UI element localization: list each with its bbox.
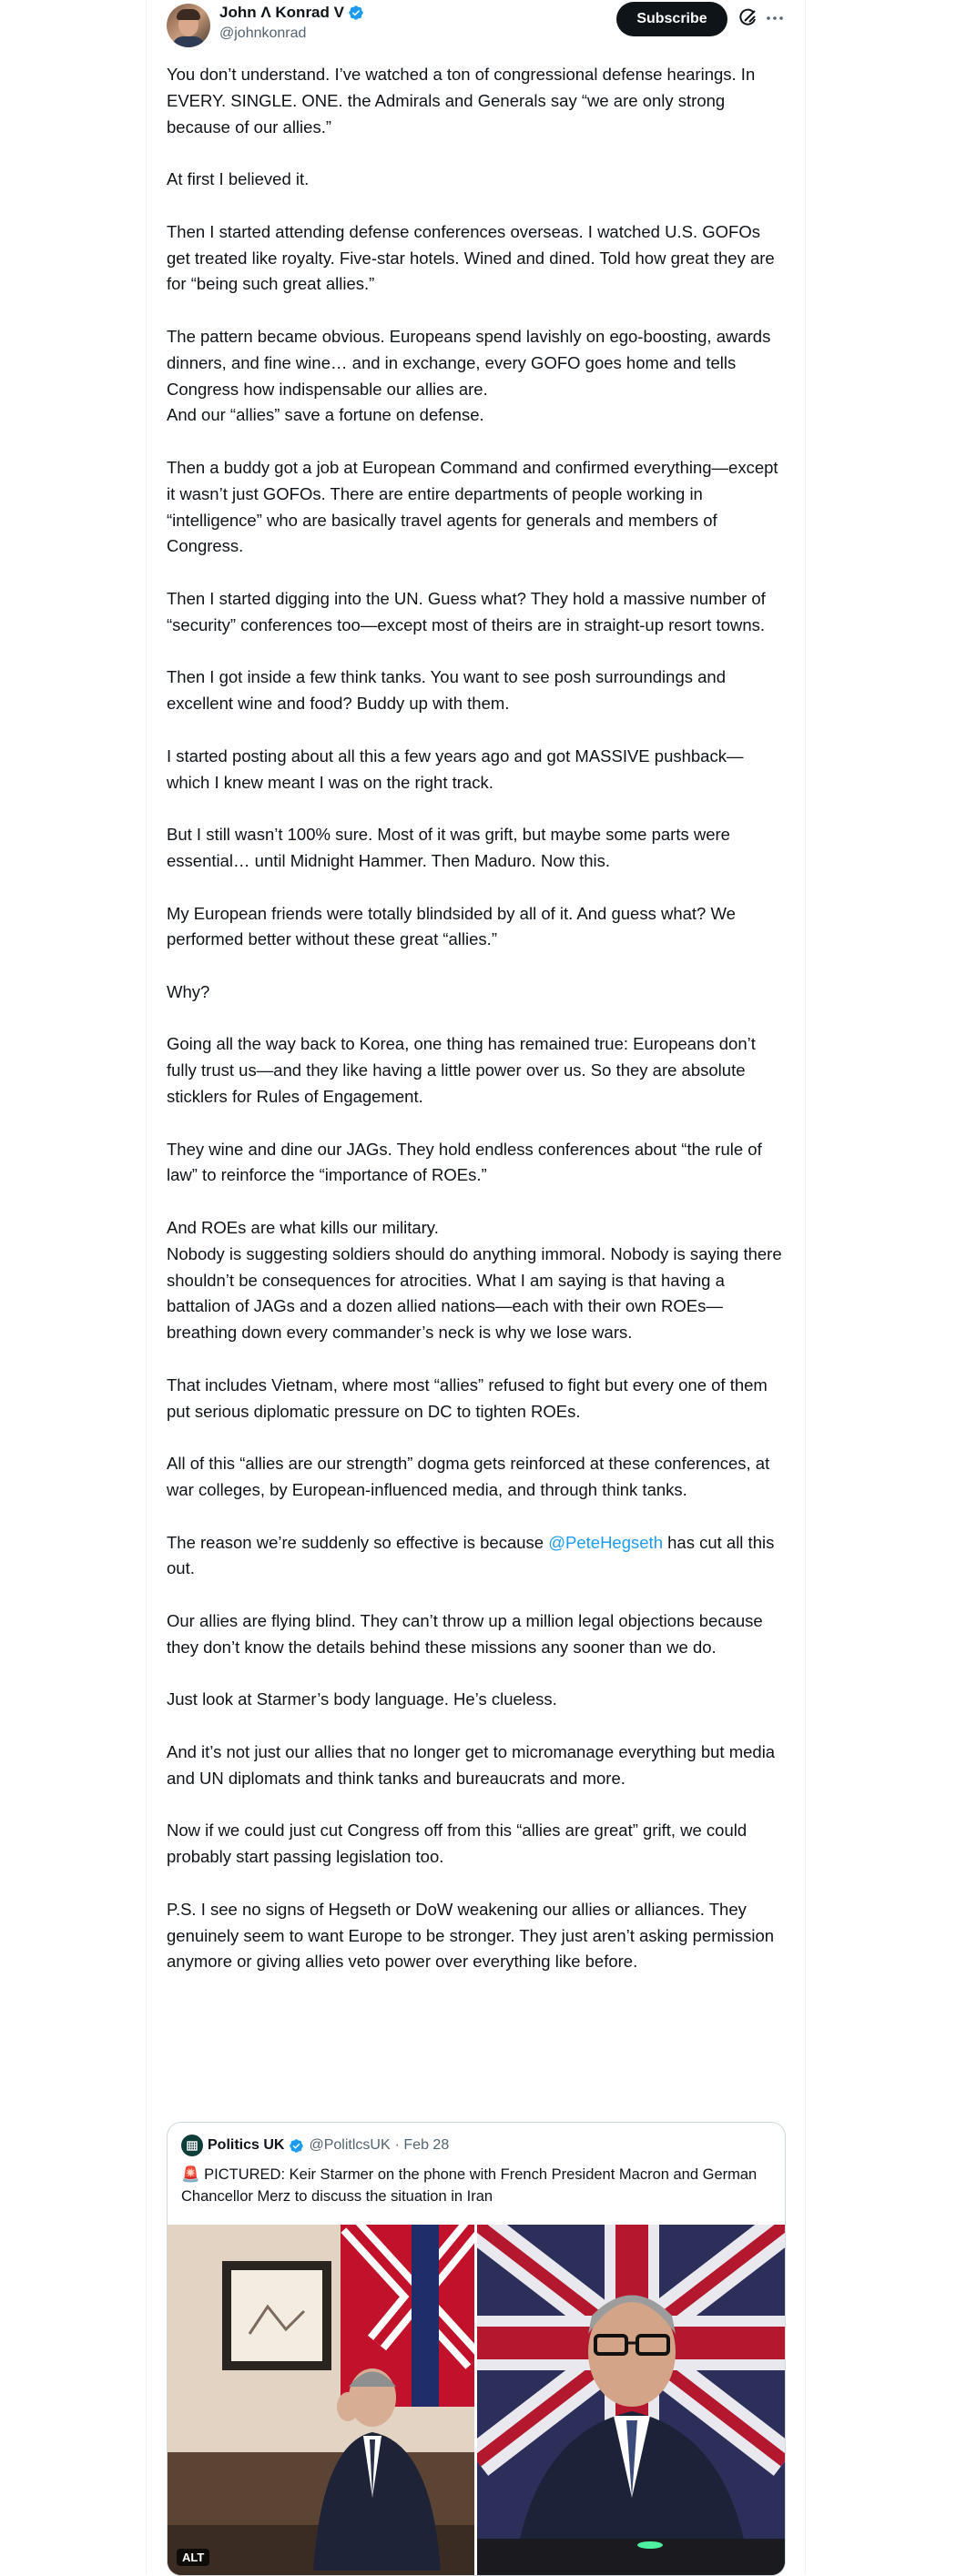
tweet-paragraph: Then I got inside a few think tanks. You want to see posh surroundings and excellent wine and food? Buddy up with them. — [167, 667, 731, 714]
tweet-paragraph: The pattern became obvious. Europeans spend lavishly on ego-boosting, awards dinners, and fine wine… and in exchange, every GOFO goes home and tells Congress how indispensable our allies are. And our “allies” save a fortune on defense. — [167, 326, 771, 425]
alt-text-badge[interactable]: ALT — [177, 2549, 209, 2566]
tweet-paragraph: At first I believed it. — [167, 169, 310, 189]
quoted-header — [181, 2135, 449, 2156]
mention-link[interactable]: @PeteHegseth — [548, 1532, 663, 1552]
tweet-paragraph: They wine and dine our JAGs. They hold endless conferences about “the rule of law” to reinforce the “importance of ROEs.” — [167, 1139, 767, 1185]
photo-starmer-portrait-drawing — [477, 2225, 785, 2575]
photo-starmer-phone-drawing — [168, 2225, 474, 2575]
quoted-avatar[interactable] — [181, 2135, 203, 2156]
tweet-paragraph: Just look at Starmer’s body language. He’s clueless. — [167, 1689, 557, 1709]
quoted-media[interactable] — [168, 2225, 785, 2575]
tweet-paragraph: That includes Vietnam, where most “allies” refused to fight but every one of them put serious diplomatic pressure on DC to tighten ROEs. — [167, 1374, 772, 1421]
tweet-paragraph: And it’s not just our allies that no longer get to micromanage everything but media and UN diplomats and think tanks and bureaucrats and more. — [167, 1742, 780, 1788]
tweet-body — [167, 62, 786, 2002]
mention-after-text: has cut all this out. — [167, 1532, 779, 1578]
tweet-paragraph: I started posting about all this a few years ago and got MASSIVE pushback—which I knew meant I was on the right track. — [167, 745, 744, 792]
author-handle[interactable]: @johnkonrad — [219, 25, 307, 41]
tweet-paragraph: Why? — [167, 981, 210, 1001]
quoted-author-name[interactable]: Politics UK — [208, 2137, 285, 2153]
quoted-author-handle[interactable]: @PolitlcsUK — [309, 2137, 391, 2153]
tweet-paragraph: Then I started attending defense conferences overseas. I watched U.S. GOFOs get treated like royalty. Five-star hotels. Wined and dined. Told how great they are for “being such great allies.” — [167, 221, 779, 294]
tweet-paragraph: Going all the way back to Korea, one thing has remained true: Europeans don’t fully trust us—and they like having a little power over us. So they are absolute sticklers for Rules of Engagement. — [167, 1034, 761, 1107]
author-name-line[interactable] — [219, 4, 364, 22]
grok-icon[interactable] — [737, 7, 758, 29]
quoted-tweet[interactable] — [167, 2122, 786, 2576]
quoted-date[interactable]: · Feb 28 — [394, 2137, 450, 2153]
tweet-paragraph: Then a buddy got a job at European Command and confirmed everything—except it wasn’t just GOFOs. There are entire departments of people working in “intelligence” who are basically travel agents for generals and members of Congress. — [167, 457, 783, 556]
photo-starmer-portrait[interactable] — [477, 2225, 785, 2575]
tweet-paragraph: All of this “allies are our strength” dogma gets reinforced at these conferences, at war colleges, by European-influenced media, and through think tanks. — [167, 1454, 775, 1500]
tweet-paragraph: But I still wasn’t 100% sure. Most of it was grift, but maybe some parts were essential… until Midnight Hammer. Then Maduro. Now this. — [167, 825, 736, 870]
tweet-header — [167, 0, 795, 47]
tweet-paragraph-mention — [167, 1530, 786, 1583]
tweet-paragraph: And ROEs are what kills our military. Nobody is suggesting soldiers should do anything immoral. Nobody is saying there shouldn’t be consequences for atrocities. What I am saying is that having a battalion of JAGs and a dozen allied nations—each with their own ROEs—breathing down every commander’s neck is why we lose wars. — [167, 1218, 782, 1343]
author-name[interactable]: John Λ Konrad V — [219, 4, 344, 21]
tweet-paragraph: P.S. I see no signs of Hegseth or DoW weakening our allies or alliances. They genuinely seem to want Europe to be stronger. They just aren’t asking permission anymore or giving allies veto power over everything like before. — [167, 1899, 779, 1972]
tweet-paragraph: Our allies are flying blind. They can’t throw up a million legal objections because they don’t know the details behind these missions any sooner than we do. — [167, 1611, 768, 1657]
tweet-paragraph: My European friends were totally blindsided by all of it. And guess what? We performed better without these great “allies.” — [167, 903, 741, 949]
tweet-paragraph: Then I started digging into the UN. Guess what? They hold a massive number of “security” conferences too—except most of theirs are in straight-up resort towns. — [167, 588, 770, 634]
portcullis-logo-icon — [185, 2138, 199, 2153]
quoted-text: 🚨 PICTURED: Keir Starmer on the phone with French President Macron and German Chancellor Merz to discuss the situation in Iran — [181, 2166, 758, 2205]
tweet-paragraph: Now if we could just cut Congress off from this “allies are great” grift, we could probably start passing legislation too. — [167, 1820, 752, 1867]
photo-starmer-phone[interactable] — [168, 2225, 474, 2575]
mention-before-text: The reason we’re suddenly so effective is because — [167, 1532, 549, 1552]
verified-badge-icon — [289, 2138, 304, 2154]
more-horizontal-icon[interactable] — [764, 7, 786, 29]
author-avatar[interactable] — [167, 4, 210, 47]
verified-badge-icon — [348, 5, 364, 21]
tweet-paragraph: You don’t understand. I’ve watched a ton of congressional defense hearings. In EVERY. SINGLE. ONE. the Admirals and Generals say “we are only strong because of our allies.” — [167, 65, 760, 137]
subscribe-button[interactable]: Subscribe — [616, 2, 727, 36]
